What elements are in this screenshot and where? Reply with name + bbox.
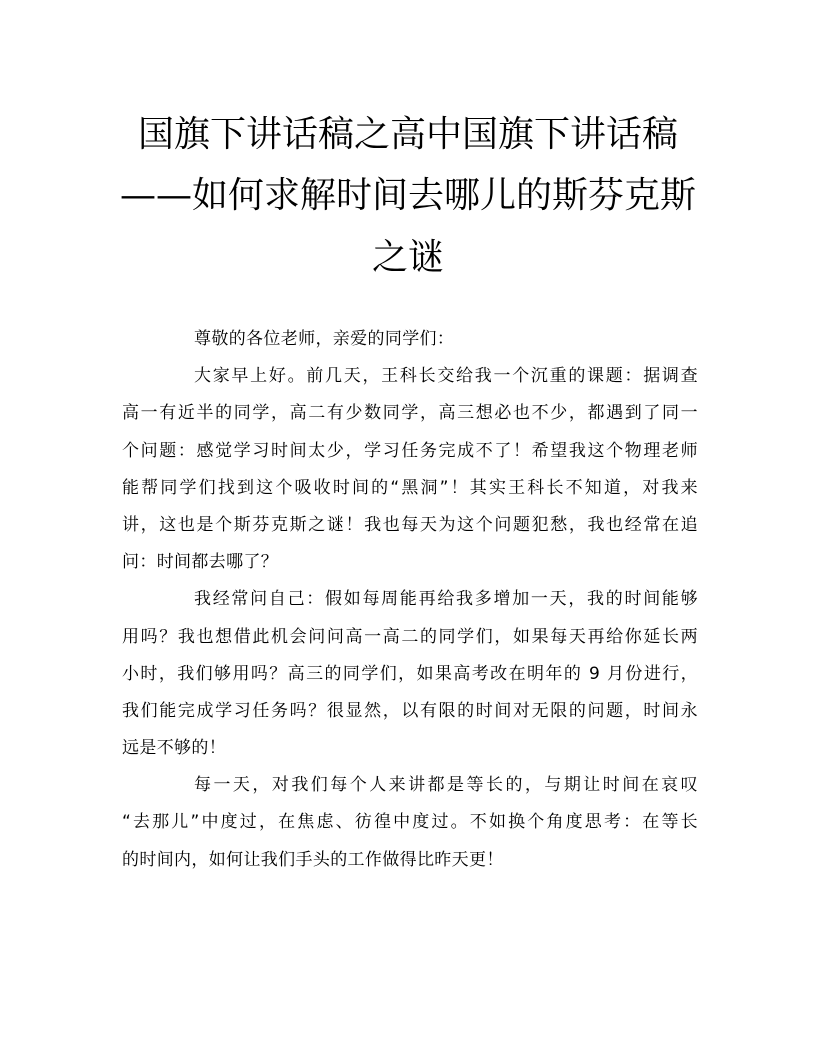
document-title-line-2: ——如何求解时间去哪儿的斯芬克斯 bbox=[119, 175, 696, 216]
text-line: 尊敬的各位老师，亲爱的同学们： bbox=[194, 329, 455, 349]
paragraph bbox=[122, 767, 698, 879]
document-body bbox=[122, 321, 698, 879]
text-line: 每一天，对我们每个人来讲都是等长的，与期让时间在哀叹 bbox=[194, 775, 698, 796]
text-line: 问：时间都去哪了？ bbox=[122, 552, 279, 573]
text-line: 远是不够的！ bbox=[122, 738, 227, 759]
document-title-line-3: 之谜 bbox=[371, 237, 444, 278]
document-title-line-1: 国旗下讲话稿之高中国旗下讲话稿 bbox=[137, 114, 678, 155]
paragraph-salutation bbox=[122, 321, 698, 358]
paragraph bbox=[122, 581, 698, 767]
text-line: 我经常问自己：假如每周能再给我多增加一天，我的时间能够 bbox=[194, 589, 698, 610]
text-line: 用吗？我也想借此机会问问高一高二的同学们，如果每天再给你延长两 bbox=[122, 626, 698, 647]
text-line: 能帮同学们找到这个吸收时间的“黑洞”！其实王科长不知道，对我来 bbox=[122, 477, 698, 498]
text-line: 大家早上好。前几天，王科长交给我一个沉重的课题：据调查 bbox=[194, 366, 698, 387]
text-line: 高一有近半的同学，高二有少数同学，高三想必也不少，都遇到了同一 bbox=[122, 403, 698, 424]
text-line: “去那儿”中度过，在焦虑、彷徨中度过。不如换个角度思考：在等长 bbox=[122, 812, 698, 833]
text-line: 讲，这也是个斯芬克斯之谜！我也每天为这个问题犯愁，我也经常在追 bbox=[122, 514, 698, 535]
text-line: 的时间内，如何让我们手头的工作做得比昨天更！ bbox=[122, 849, 504, 870]
paragraph bbox=[122, 358, 698, 581]
text-line: 我们能完成学习任务吗？很显然，以有限的时间对无限的问题，时间永 bbox=[122, 700, 698, 721]
text-line: 个问题：感觉学习时间太少，学习任务完成不了！希望我这个物理老师 bbox=[122, 440, 698, 461]
text-line: 小时，我们够用吗？高三的同学们，如果高考改在明年的 9 月份进行， bbox=[122, 663, 698, 684]
